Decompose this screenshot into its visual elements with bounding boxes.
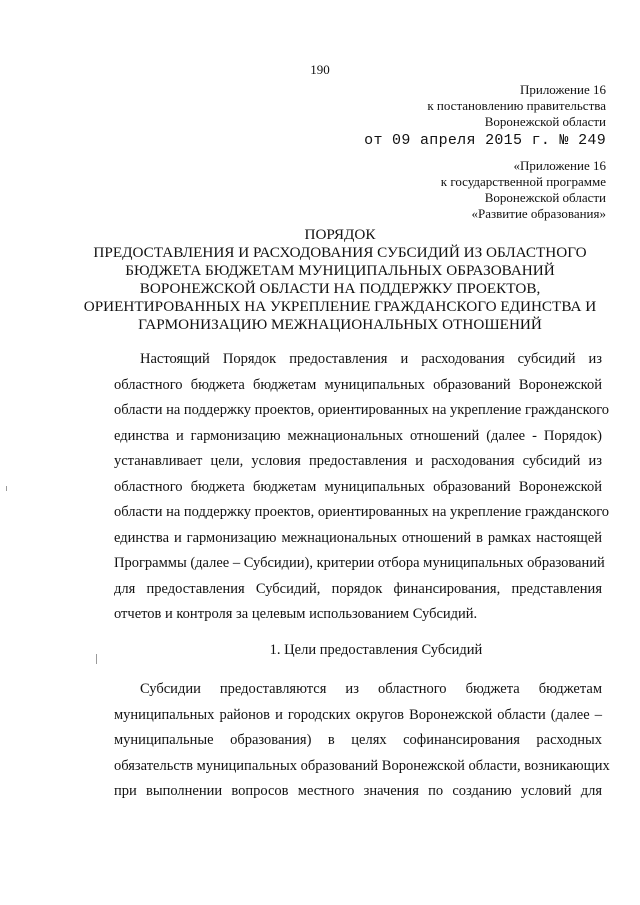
paragraph-line: Настоящий Порядок предоставления и расходования субсидий из [140,351,602,367]
paragraph-line: муниципальных районов и городских округов Воронежской области (далее – [114,706,602,723]
scan-margin-mark [96,654,97,664]
paragraph-line: для предоставления Субсидий, порядок финансирования, представления [114,580,602,597]
paragraph-line: единства и гармонизацию межнациональных отношений (далее - Порядок) [114,427,602,444]
program-reference-line: к государственной программе [440,174,606,189]
approval-line: Приложение 16 [519,82,606,97]
paragraph-line: отчетов и контроля за целевым использованием Субсидий. [114,606,478,622]
paragraph-line: обязательств муниципальных образований Воронежской области, возникающих [114,757,610,774]
program-reference-line: «Развитие образования» [471,206,606,221]
title-line: ПРЕДОСТАВЛЕНИЯ И РАСХОДОВАНИЯ СУБСИДИЙ ИЗ ОБЛАСТНОГО [93,244,587,261]
title-line: ПОРЯДОК [304,226,376,243]
section-paragraph [114,677,610,805]
paragraph-line: муниципальные образования) в целях софинансирования расходных [114,732,602,748]
approval-line: к постановлению правительства [427,98,606,113]
approval-line: Воронежской области [484,114,606,129]
decree-date-number: от 09 апреля 2015 г. № 249 [364,132,606,149]
paragraph-line: области на поддержку проектов, ориентированных на укрепление гражданского [114,402,610,418]
paragraph-line: устанавливает цели, условия предоставления и расходования субсидий из [114,453,602,469]
section-heading: 1. Цели предоставления Субсидий [269,642,483,658]
title-line: БЮДЖЕТА БЮДЖЕТАМ МУНИЦИПАЛЬНЫХ ОБРАЗОВАНИЙ [125,262,555,279]
document-title [80,226,600,334]
paragraph-line: единства и гармонизацию межнациональных отношений в рамках настоящей [114,529,602,546]
title-line: ОРИЕНТИРОВАННЫХ НА УКРЕПЛЕНИЕ ГРАЖДАНСКОГО ЕДИНСТВА И [83,298,597,315]
scan-margin-mark [6,486,7,491]
paragraph-line: областного бюджета бюджетам муниципальных образований Воронежской [114,376,602,393]
page-number: 190 [310,62,330,77]
paragraph-line: Программы (далее – Субсидии), критерии отбора муниципальных образований [114,555,605,571]
intro-paragraph [114,347,610,628]
approval-block [427,82,606,130]
program-reference-line: «Приложение 16 [513,158,606,173]
program-reference-block [441,158,606,222]
paragraph-line: Субсидии предоставляются из областного бюджета бюджетам [140,681,602,697]
paragraph-line: области на поддержку проектов, ориентированных на укрепление гражданского [114,504,610,520]
paragraph-line: при выполнении вопросов местного значения по созданию условий для [114,783,602,799]
paragraph-line: областного бюджета бюджетам муниципальных образований Воронежской [114,478,602,495]
program-reference-line: Воронежской области [484,190,606,205]
title-line: ГАРМОНИЗАЦИЮ МЕЖНАЦИОНАЛЬНЫХ ОТНОШЕНИЙ [138,316,542,333]
title-line: ВОРОНЕЖСКОЙ ОБЛАСТИ НА ПОДДЕРЖКУ ПРОЕКТОВ, [139,280,541,297]
